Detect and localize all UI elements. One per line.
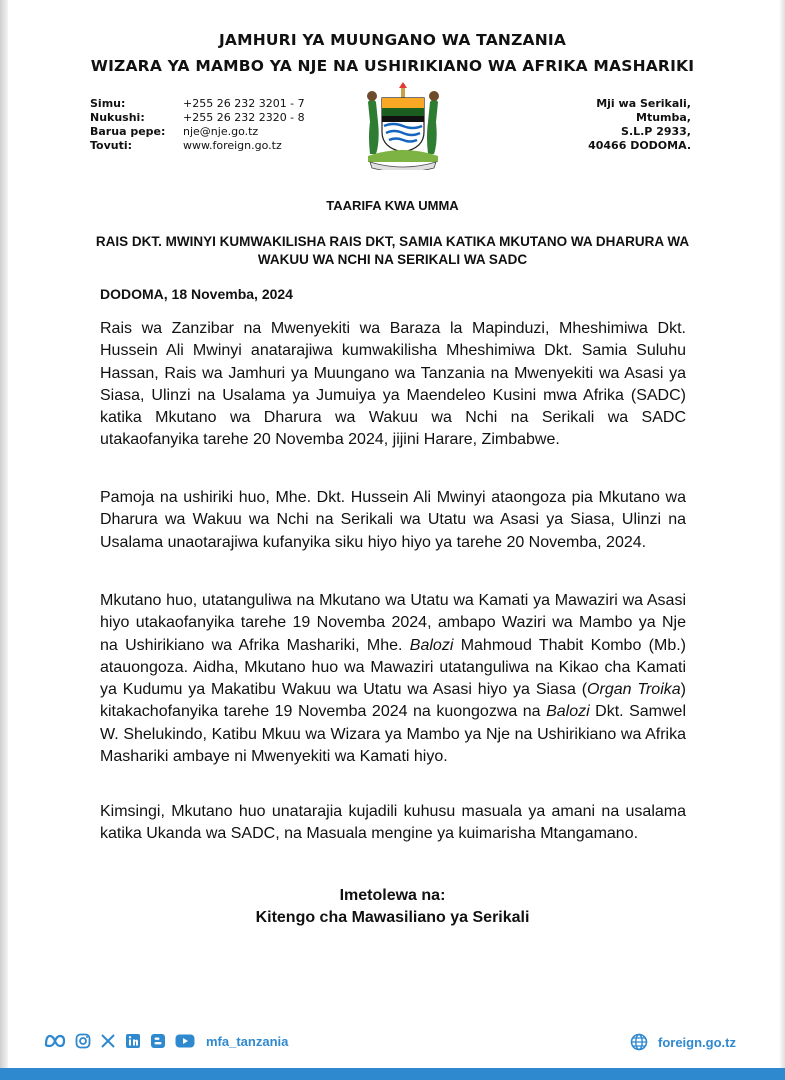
header-country: JAMHURI YA MUUNGANO WA TANZANIA bbox=[218, 31, 567, 49]
address-block bbox=[588, 97, 691, 153]
blogger-icon[interactable] bbox=[150, 1033, 166, 1049]
contact-label: Tovuti: bbox=[90, 139, 133, 152]
paragraph-1: Rais wa Zanzibar na Mwenyekiti wa Baraza la Mapinduzi, Mheshimiwa Dkt. Hussein Ali Mwinyi anatarajiwa kumwakilisha Mheshimiwa Dkt. Samia Suluhu Hassan, Rais wa Jamhuri ya Muungano wa Tanzania na Mwenyekiti wa Asasi ya Siasa, Ulinzi na Usalama ya Jumuiya ya Maendeleo Kusini mwa Afrika (SADC) katika Mkutano wa Dharura wa Wakuu wa Nchi na Serikali wa SADC utakaofanyika tarehe 20 Novemba 2024, jijini Harare, Zimbabwe. bbox=[100, 320, 686, 449]
contact-value: www.foreign.go.tz bbox=[183, 139, 282, 152]
contact-value: nje@nje.go.tz bbox=[183, 125, 259, 138]
paragraph-3 bbox=[100, 590, 686, 768]
paragraph-4: Kimsingi, Mkutano huo unatarajia kujadili kuhusu masuala ya amani na usalama katika Ukanda wa SADC, na Masuala mengine ya kuimarisha Mtangamano. bbox=[100, 803, 686, 843]
contact-row-fax bbox=[90, 111, 305, 125]
coat-of-arms-emblem bbox=[358, 82, 448, 170]
contact-label: Simu: bbox=[90, 97, 126, 110]
x-icon[interactable] bbox=[100, 1033, 116, 1049]
address-line: S.L.P 2933, bbox=[621, 125, 691, 138]
press-release-headline: RAIS DKT. MWINYI KUMWAKILISHA RAIS DKT, SAMIA KATIKA MKUTANO WA DHARURA WA WAKUU WA NCHI NA SERIKALI WA SADC bbox=[95, 234, 690, 267]
dateline: DODOMA, 18 Novemba, 2024 bbox=[100, 286, 293, 302]
meta-icon[interactable] bbox=[44, 1034, 66, 1048]
contact-block bbox=[90, 97, 305, 153]
globe-icon bbox=[630, 1033, 648, 1051]
contact-row-phone bbox=[90, 97, 305, 111]
paragraph-3-text: ) kitakachofanyika tarehe 19 Novemba 2024 na kuongozwa na bbox=[100, 681, 686, 721]
paragraph-3-italic: Balozi bbox=[409, 636, 454, 654]
footer-accent-strip bbox=[0, 1068, 785, 1080]
paragraph-3-text: Dkt. Samwel W. Shelukindo, Katibu Mkuu wa Wizara ya Mambo ya Nje na Ushirikiano wa Afrika Mashariki ambaye ni Mwenyekiti wa Kamati hiyo. bbox=[100, 703, 686, 766]
address-line: Mji wa Serikali, bbox=[596, 97, 691, 110]
contact-label: Barua pepe: bbox=[90, 125, 166, 138]
contact-value: +255 26 232 3201 - 7 bbox=[183, 97, 305, 110]
footer-website[interactable] bbox=[630, 1033, 736, 1051]
instagram-icon[interactable] bbox=[75, 1033, 91, 1049]
footer-social-bar bbox=[44, 1033, 288, 1049]
signature-issued-by: Imetolewa na: bbox=[339, 887, 446, 904]
paragraph-3-text: Mkutano huo, utatanguliwa na Mkutano wa Utatu wa Kamati ya Mawaziri wa Asasi hiyo utakaofanyika tarehe 19 Novemba 2024, ambapo Waziri wa Mambo ya Nje na Ushirikiano wa Afrika Mashariki, Mhe. bbox=[100, 592, 686, 654]
website-link[interactable]: foreign.go.tz bbox=[658, 1034, 736, 1050]
paragraph-3-text: Mahmoud Thabit Kombo (Mb.) atauongoza. Aidha, Mkutano huo wa Mawaziri utatanguliwa na Kikao cha Kamati ya Kudumu ya Makatibu Wakuu wa Utatu wa Asasi hiyo ya Siasa ( bbox=[100, 636, 686, 699]
notice-title: TAARIFA KWA UMMA bbox=[326, 198, 459, 213]
address-line: Mtumba, bbox=[636, 111, 691, 124]
header-ministry: WIZARA YA MAMBO YA NJE NA USHIRIKIANO WA AFRIKA MASHARIKI bbox=[90, 57, 695, 75]
paragraph-2: Pamoja na ushiriki huo, Mhe. Dkt. Hussein Ali Mwinyi ataongoza pia Mkutano wa Dharura wa Wakuu wa Nchi na Serikali wa Utatu wa Asasi ya Siasa, Ulinzi na Usalama unaotarajiwa kufanyika siku hiyo hiyo ya tarehe 20 Novemba, 2024. bbox=[100, 489, 686, 551]
contact-label: Nukushi: bbox=[90, 111, 145, 124]
youtube-icon[interactable] bbox=[175, 1034, 195, 1048]
contact-row-email bbox=[90, 125, 305, 139]
signature-unit: Kitengo cha Mawasiliano ya Serikali bbox=[255, 909, 530, 926]
social-handle[interactable]: mfa_tanzania bbox=[206, 1033, 289, 1049]
contact-row-website bbox=[90, 139, 305, 153]
contact-value: +255 26 232 2320 - 8 bbox=[183, 111, 305, 124]
linkedin-icon[interactable] bbox=[125, 1033, 141, 1049]
paragraph-3-italic: Balozi bbox=[546, 703, 590, 721]
address-line: 40466 DODOMA. bbox=[588, 139, 691, 152]
paragraph-3-italic: Organ Troika bbox=[587, 681, 681, 699]
